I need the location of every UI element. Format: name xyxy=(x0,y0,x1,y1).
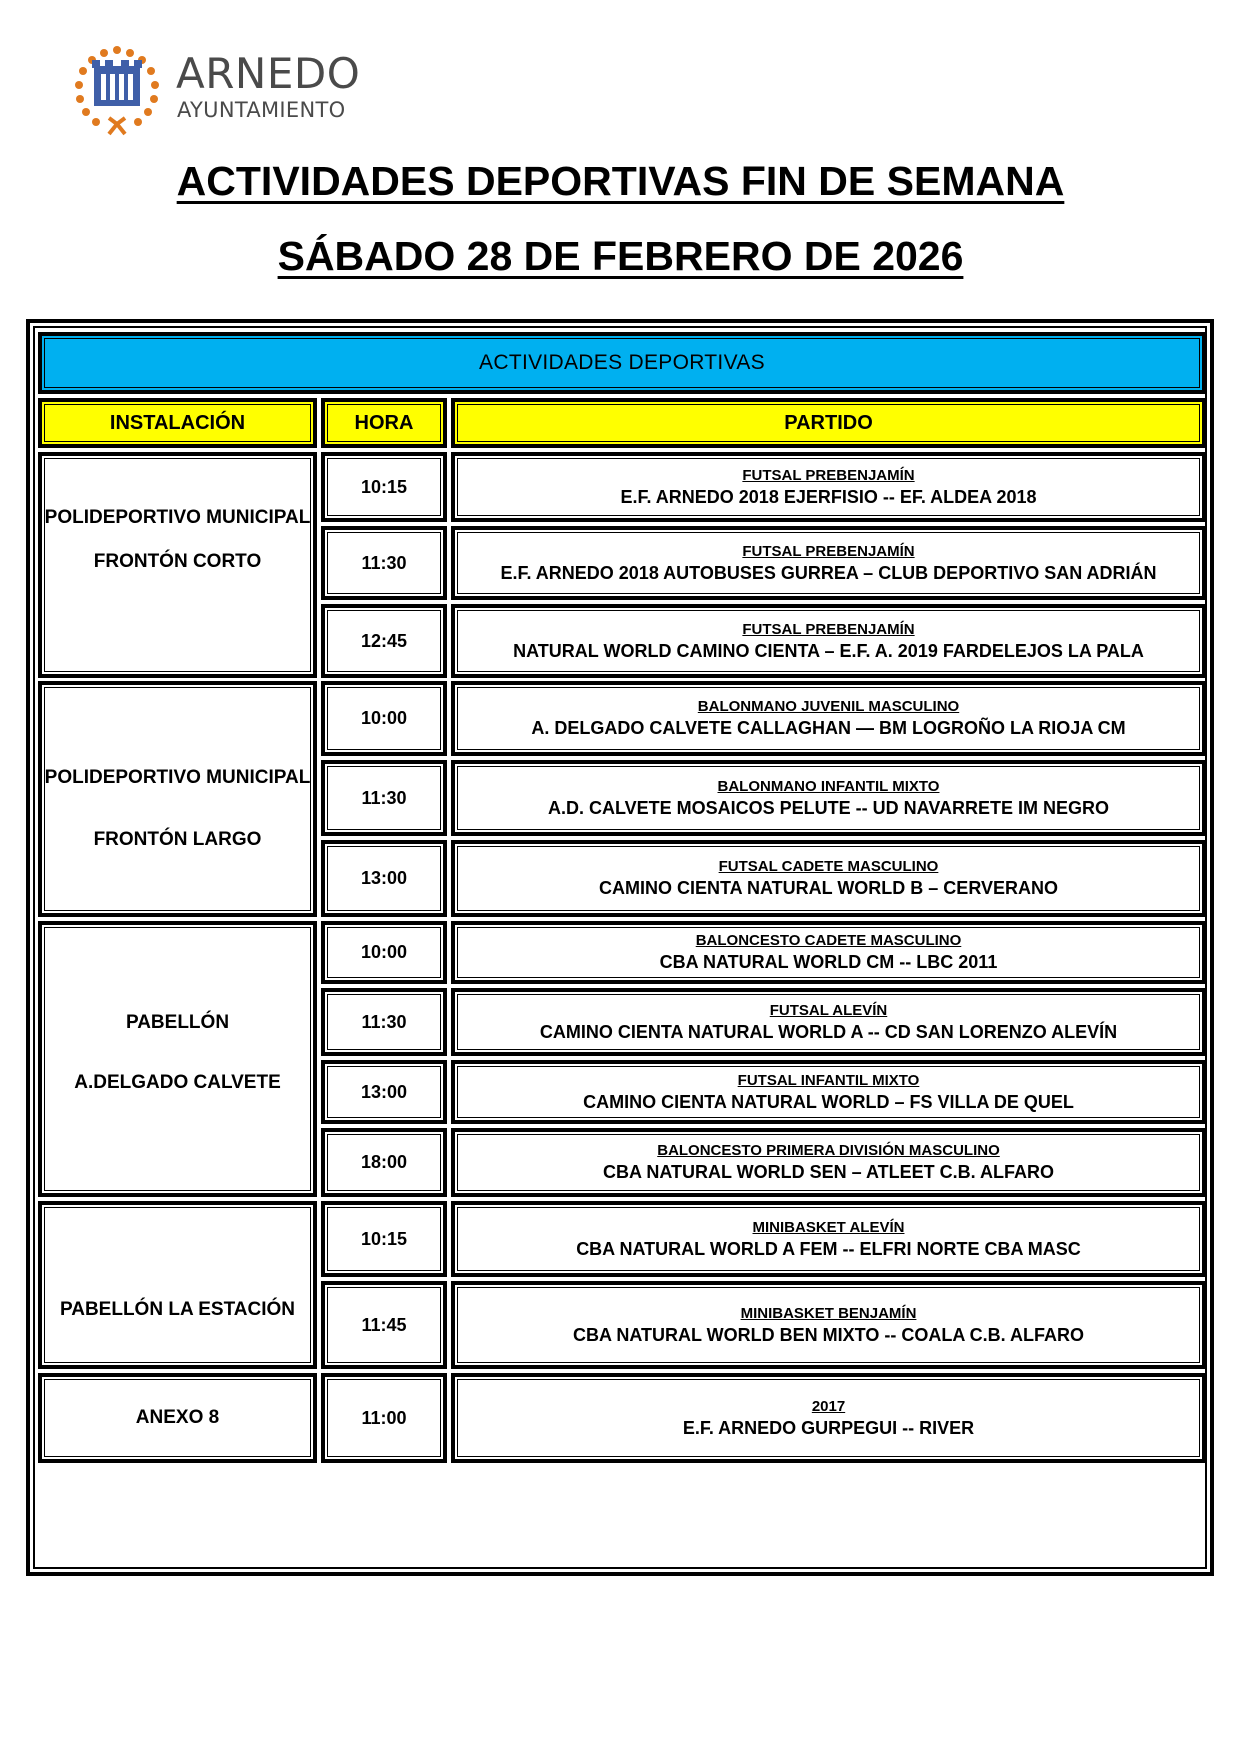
venue-line1: PABELLÓN xyxy=(125,1012,230,1033)
logo-subtitle: AYUNTAMIENTO xyxy=(177,98,346,122)
time-cell: 11:30 xyxy=(321,988,447,1056)
schedule-table xyxy=(26,319,1214,1576)
table-banner: ACTIVIDADES DEPORTIVAS xyxy=(38,332,1206,394)
time-cell: 13:00 xyxy=(321,840,447,917)
time-cell: 11:30 xyxy=(321,760,447,836)
venue-line1: POLIDEPORTIVO MUNICIPAL xyxy=(44,507,311,528)
match-cell xyxy=(451,840,1206,917)
venue-line2: A.DELGADO CALVETE xyxy=(74,1072,281,1093)
time-cell: 10:15 xyxy=(321,1201,447,1277)
match-cell xyxy=(451,1128,1206,1197)
venue-line1: PABELLÓN LA ESTACIÓN xyxy=(59,1299,296,1320)
page-date: SÁBADO 28 DE FEBRERO DE 2026 xyxy=(277,233,964,279)
match-cell xyxy=(451,1373,1206,1463)
match-teams: CAMINO CIENTA NATURAL WORLD A -- CD SAN LORENZO ALEVÍN xyxy=(539,1021,1118,1042)
match-category: FUTSAL PREBENJAMÍN xyxy=(742,466,915,484)
match-cell xyxy=(451,604,1206,678)
venue-cell xyxy=(38,1373,317,1463)
match-category: 2017 xyxy=(811,1397,846,1415)
match-cell xyxy=(451,760,1206,836)
match-teams: E.F. ARNEDO 2018 AUTOBUSES GURREA – CLUB DEPORTIVO SAN ADRIÁN xyxy=(500,562,1157,583)
match-teams: E.F. ARNEDO GURPEGUI -- RIVER xyxy=(682,1417,975,1438)
venue-line1: ANEXO 8 xyxy=(135,1407,220,1428)
match-teams: E.F. ARNEDO 2018 EJERFISIO -- EF. ALDEA 2018 xyxy=(620,486,1037,507)
match-teams: CAMINO CIENTA NATURAL WORLD B – CERVERANO xyxy=(599,878,1058,898)
time-cell: 13:00 xyxy=(321,1060,447,1124)
time-cell: 10:00 xyxy=(321,681,447,756)
match-cell xyxy=(451,681,1206,756)
match-teams: NATURAL WORLD CAMINO CIENTA – E.F. A. 2019 FARDELEJOS LA PALA xyxy=(513,640,1144,661)
match-teams: CBA NATURAL WORLD BEN MIXTO -- COALA C.B. ALFARO xyxy=(573,1324,1084,1345)
match-cell xyxy=(451,1060,1206,1124)
match-teams: A. DELGADO CALVETE CALLAGHAN — BM LOGROÑO LA RIOJA CM xyxy=(531,718,1126,738)
time-cell: 18:00 xyxy=(321,1128,447,1197)
venue-cell xyxy=(38,1201,317,1369)
page-title: ACTIVIDADES DEPORTIVAS FIN DE SEMANA xyxy=(176,158,1065,204)
venue-cell xyxy=(38,452,317,678)
match-category: FUTSAL INFANTIL MIXTO xyxy=(737,1071,920,1089)
match-cell xyxy=(451,1201,1206,1277)
match-category: MINIBASKET BENJAMÍN xyxy=(740,1304,917,1322)
time-cell: 11:30 xyxy=(321,526,447,600)
match-cell xyxy=(451,452,1206,522)
match-category: FUTSAL PREBENJAMÍN xyxy=(742,542,915,560)
match-category: FUTSAL PREBENJAMÍN xyxy=(742,620,915,638)
match-cell xyxy=(451,921,1206,984)
match-cell xyxy=(451,526,1206,600)
ayuntamiento-logo xyxy=(72,44,392,140)
header-venue: INSTALACIÓN xyxy=(38,398,317,448)
header-time: HORA xyxy=(321,398,447,448)
match-teams: CBA NATURAL WORLD SEN – ATLEET C.B. ALFARO xyxy=(603,1162,1054,1182)
time-cell: 10:15 xyxy=(321,452,447,522)
match-teams: CAMINO CIENTA NATURAL WORLD – FS VILLA DE QUEL xyxy=(583,1091,1074,1112)
match-category: BALONCESTO CADETE MASCULINO xyxy=(695,932,962,949)
time-cell: 11:45 xyxy=(321,1281,447,1369)
match-cell xyxy=(451,1281,1206,1369)
header-match: PARTIDO xyxy=(451,398,1206,448)
logo-name: ARNEDO xyxy=(176,49,361,98)
match-cell xyxy=(451,988,1206,1056)
time-cell: 11:00 xyxy=(321,1373,447,1463)
venue-line2: FRONTÓN CORTO xyxy=(93,551,262,572)
match-category: BALONCESTO PRIMERA DIVISIÓN MASCULINO xyxy=(657,1142,1000,1159)
time-cell: 12:45 xyxy=(321,604,447,678)
match-teams: CBA NATURAL WORLD A FEM -- ELFRI NORTE CBA MASC xyxy=(576,1238,1081,1259)
venue-cell xyxy=(38,681,317,917)
match-category: FUTSAL CADETE MASCULINO xyxy=(718,858,939,875)
venue-cell xyxy=(38,921,317,1197)
venue-line2: FRONTÓN LARGO xyxy=(93,829,262,850)
match-category: BALONMANO JUVENIL MASCULINO xyxy=(697,698,960,715)
match-category: BALONMANO INFANTIL MIXTO xyxy=(717,777,940,795)
match-teams: A.D. CALVETE MOSAICOS PELUTE -- UD NAVARRETE IM NEGRO xyxy=(547,797,1109,818)
match-category: MINIBASKET ALEVÍN xyxy=(752,1218,905,1236)
match-teams: CBA NATURAL WORLD CM -- LBC 2011 xyxy=(659,952,998,972)
time-cell: 10:00 xyxy=(321,921,447,984)
match-category: FUTSAL ALEVÍN xyxy=(769,1001,888,1019)
venue-line1: POLIDEPORTIVO MUNICIPAL xyxy=(44,767,311,788)
arnedo-crest-icon xyxy=(72,44,162,140)
